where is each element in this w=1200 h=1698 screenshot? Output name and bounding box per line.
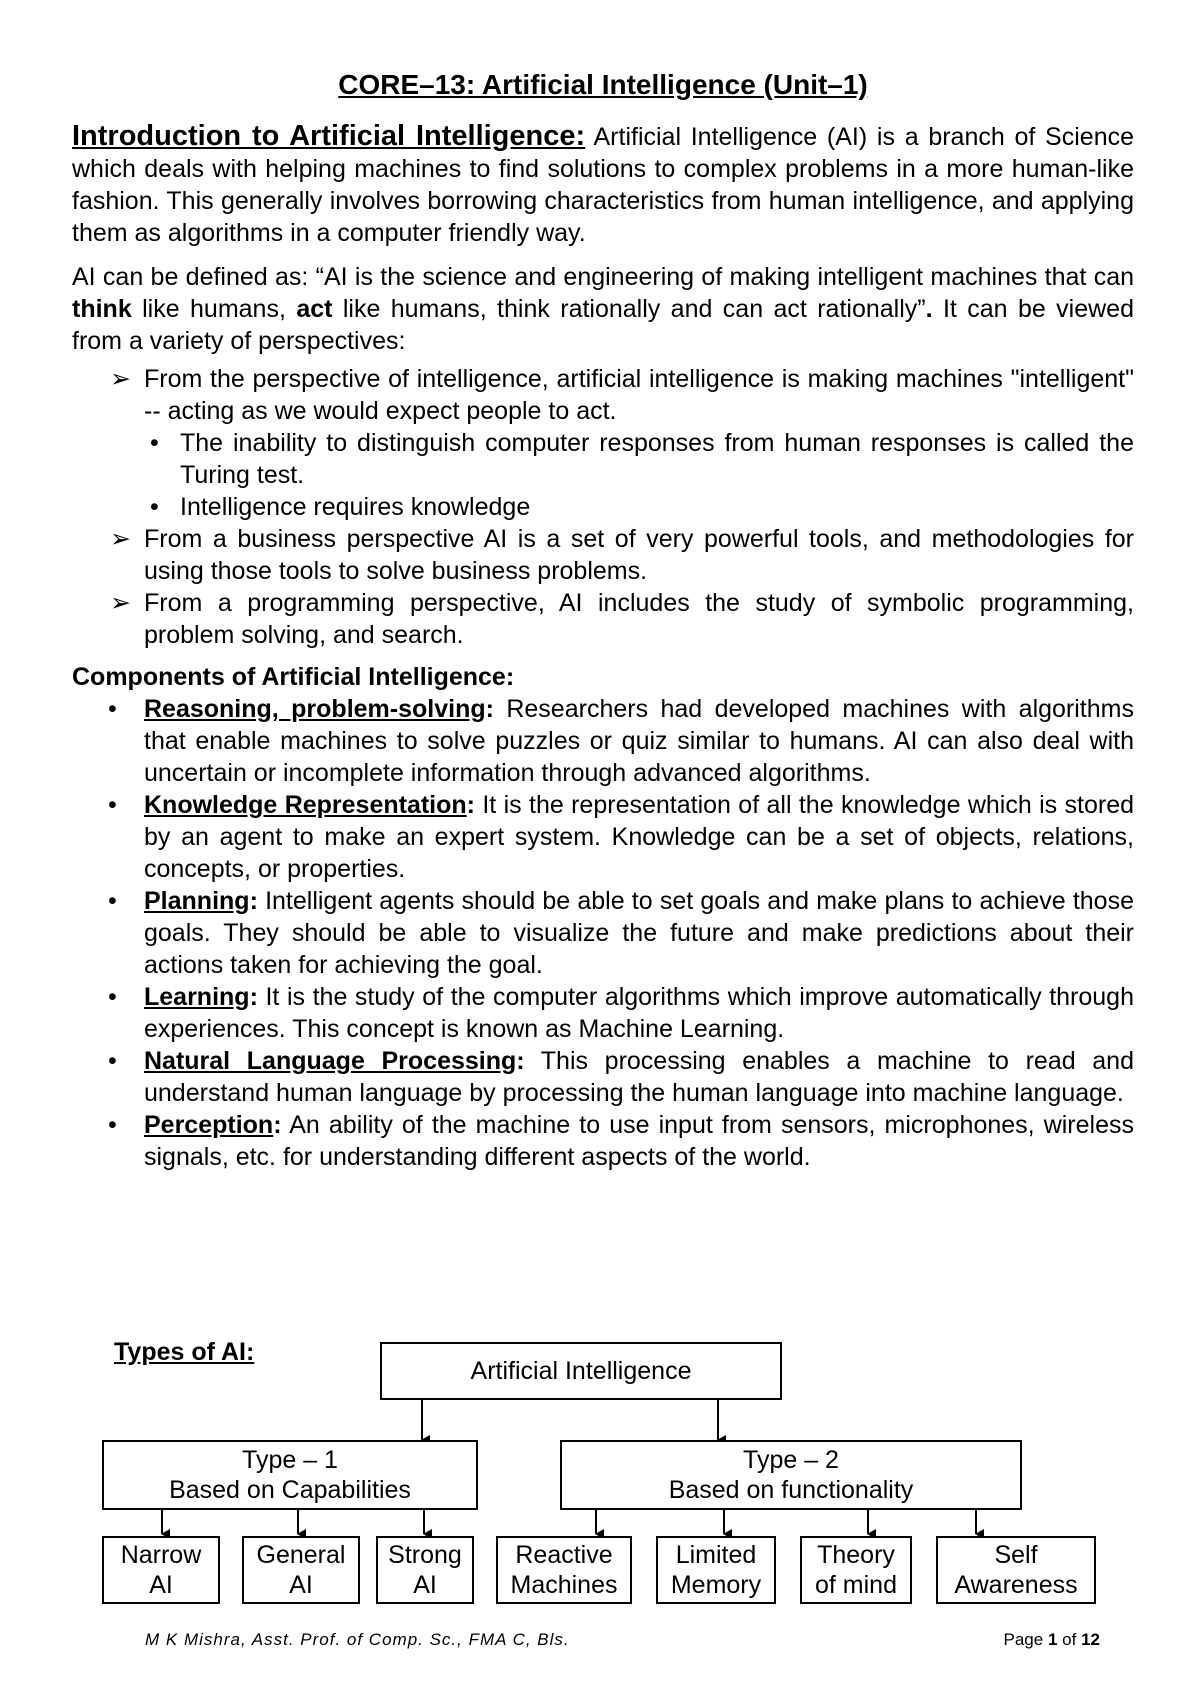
bullet-icon: • — [108, 887, 117, 915]
leaf-line-2: Awareness — [954, 1571, 1078, 1599]
leaf-line-1: Self — [994, 1541, 1038, 1569]
leaf-box — [656, 1536, 776, 1604]
component-text: This processing enables a machine to read and understand human language by processing the human language into machine language. — [144, 1047, 1134, 1107]
leaf-box — [102, 1536, 220, 1604]
leaf-line-1: Narrow — [120, 1541, 202, 1569]
leaf-line-1: General — [256, 1541, 346, 1569]
leaf-line-2: AI — [289, 1571, 313, 1599]
term-colon: : — [516, 1047, 525, 1075]
component-text: It is the study of the computer algorithms which improve automatically through experiences. This concept is known as Machine Learning. — [144, 983, 1134, 1043]
types-of-ai-diagram — [72, 1336, 1134, 1676]
component-text: An ability of the machine to use input from sensors, microphones, wireless signals, etc. for understanding different aspects of the world. — [144, 1111, 1134, 1171]
term-colon: : — [249, 983, 258, 1011]
type-2-title: Type – 2 — [743, 1446, 839, 1474]
component-term: Learning — [144, 983, 250, 1011]
component-term: Perception — [144, 1111, 274, 1139]
types-of-ai-label: Types of AI: — [114, 1338, 255, 1366]
term-colon: : — [249, 887, 258, 915]
list-item — [72, 1109, 1134, 1173]
perspective-business: From a business perspective AI is a set of very powerful tools, and methodologies for using those tools to solve business problems. — [144, 525, 1134, 585]
bullet-icon: • — [108, 695, 117, 723]
definition-text-4: It can be viewed from a variety of perspectives: — [72, 295, 1134, 355]
type-1-subtitle: Based on Capabilities — [169, 1476, 411, 1504]
component-term: Natural Language Processing — [144, 1047, 517, 1075]
definition-period: . — [925, 295, 933, 323]
list-item — [144, 427, 1134, 491]
term-colon: : — [485, 695, 494, 723]
component-text: Intelligent agents should be able to set goals and make plans to achieve those goals. They should be able to visualize the future and make predictions about their actions taken for achieving the goal. — [144, 887, 1134, 979]
list-item — [144, 491, 1134, 523]
page-word: Page — [1003, 1630, 1044, 1649]
definition-text-1: AI can be defined as: “AI is the science and engineering of making intelligent machines that can — [72, 263, 1134, 291]
page-of: of — [1062, 1630, 1077, 1649]
type-2-box — [560, 1440, 1022, 1510]
definition-act: act — [296, 295, 333, 323]
list-item — [72, 789, 1134, 885]
arrow-bullet-icon: ➢ — [110, 589, 131, 617]
list-item — [72, 363, 1134, 523]
component-term: Planning — [144, 887, 250, 915]
page-number — [1004, 1630, 1100, 1650]
bullet-icon: • — [108, 1047, 117, 1075]
leaf-line-1: Limited — [675, 1541, 757, 1569]
term-colon: : — [273, 1111, 282, 1139]
bullet-icon: • — [108, 983, 117, 1011]
component-term: Reasoning, problem-solving — [144, 695, 486, 723]
leaf-line-2: AI — [413, 1571, 437, 1599]
leaf-line-2: of mind — [815, 1571, 897, 1599]
turing-test-text: The inability to distinguish computer responses from human responses is called the Turing test. — [180, 429, 1134, 489]
leaf-line-2: Memory — [670, 1571, 762, 1599]
term-colon: : — [466, 791, 475, 819]
definition-text-3: like humans, think rationally and can act rationally” — [332, 295, 926, 323]
list-item — [72, 981, 1134, 1045]
component-text: It is the representation of all the knowledge which is stored by an agent to make an expert system. Knowledge can be a set of objects, relations, concepts, or properties. — [144, 791, 1134, 883]
leaf-box — [800, 1536, 912, 1604]
component-term: Knowledge Representation — [144, 791, 467, 819]
intro-text: Artificial Intelligence (AI) is a branch of Science which deals with helping machines to find solutions to complex problems in a more human-like fashion. This generally involves borrowing characteristics from human intelligence, and applying them as algorithms in a computer friendly way. — [72, 123, 1134, 247]
intro-heading: Introduction to Artificial Intelligence: — [72, 120, 586, 152]
root-label: Artificial Intelligence — [470, 1357, 692, 1385]
list-item — [72, 523, 1134, 587]
type-1-title: Type – 1 — [242, 1446, 338, 1474]
bullet-icon: • — [108, 1111, 117, 1139]
arrow-bullet-icon: ➢ — [110, 365, 131, 393]
page-title: CORE–13: Artificial Intelligence (Unit–1) — [338, 69, 868, 100]
sub-list — [144, 427, 1134, 523]
definition-paragraph — [72, 261, 1134, 357]
root-box — [380, 1342, 782, 1400]
leaf-box — [496, 1536, 632, 1604]
leaf-line-1: Reactive — [515, 1541, 613, 1569]
page-total: 12 — [1081, 1630, 1100, 1649]
bullet-icon: • — [150, 429, 159, 457]
bullet-icon: • — [150, 493, 159, 521]
leaf-line-1: Strong — [388, 1541, 462, 1569]
arrow-bullet-icon: ➢ — [110, 525, 131, 553]
footer-author: M K Mishra, Asst. Prof. of Comp. Sc., FMA C, Bls. — [145, 1630, 570, 1649]
leaf-line-2: Machines — [510, 1571, 618, 1599]
intro-paragraph — [72, 120, 1134, 249]
list-item — [72, 587, 1134, 651]
perspective-programming: From a programming perspective, AI includes the study of symbolic programming, problem solving, and search. — [144, 589, 1134, 649]
definition-think: think — [72, 295, 132, 323]
leaf-line-2: AI — [149, 1571, 173, 1599]
list-item — [72, 1045, 1134, 1109]
type-2-subtitle: Based on functionality — [668, 1476, 914, 1504]
leaf-box — [936, 1536, 1096, 1604]
type-1-box — [102, 1440, 478, 1510]
leaf-line-1: Theory — [817, 1541, 895, 1569]
definition-text-2: like humans, — [131, 295, 297, 323]
leaf-box — [242, 1536, 360, 1604]
document-page — [72, 68, 1134, 1599]
page-current: 1 — [1047, 1630, 1058, 1649]
knowledge-text: Intelligence requires knowledge — [180, 493, 531, 521]
components-list — [72, 693, 1134, 1173]
leaf-box — [376, 1536, 474, 1604]
component-text: Researchers had developed machines with algorithms that enable machines to solve puzzles or quiz similar to humans. AI can also deal with uncertain or incomplete information through advanced algorithms. — [144, 695, 1134, 787]
perspective-intelligence: From the perspective of intelligence, artificial intelligence is making machines "intelligent" -- acting as we would expect people to act. — [144, 365, 1134, 425]
bullet-icon: • — [108, 791, 117, 819]
perspectives-list — [72, 363, 1134, 651]
list-item — [72, 885, 1134, 981]
components-heading: Components of Artificial Intelligence: — [72, 663, 515, 691]
list-item — [72, 693, 1134, 789]
